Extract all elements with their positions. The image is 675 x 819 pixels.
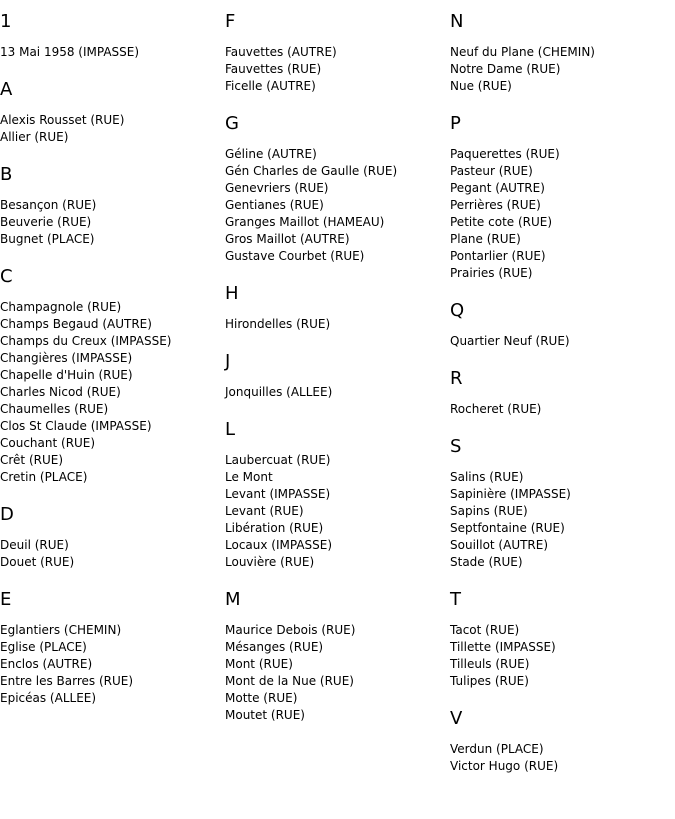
street-entry-liberation-rue[interactable]: Libération (RUE) xyxy=(225,521,324,535)
street-entry-enclos-autre[interactable]: Enclos (AUTRE) xyxy=(0,657,93,671)
letter-heading: L xyxy=(225,419,236,440)
street-entry-verdun-place[interactable]: Verdun (PLACE) xyxy=(450,742,544,756)
street-entry-geline-autre[interactable]: Géline (AUTRE) xyxy=(225,147,317,161)
street-entry-eglise-place[interactable]: Eglise (PLACE) xyxy=(0,640,87,654)
street-entry-souillot-autre[interactable]: Souillot (AUTRE) xyxy=(450,538,549,552)
street-entry-nue-rue[interactable]: Nue (RUE) xyxy=(450,79,512,93)
letter-heading: H xyxy=(225,283,239,304)
index-column xyxy=(225,10,450,741)
letter-group-t xyxy=(450,588,675,690)
street-entry-le-mont[interactable]: Le Mont xyxy=(225,470,273,484)
street-entry-sapins-rue[interactable]: Sapins (RUE) xyxy=(450,504,528,518)
street-entry-clos-st-claude-impasse[interactable]: Clos St Claude (IMPASSE) xyxy=(0,419,152,433)
street-entry-locaux-impasse[interactable]: Locaux (IMPASSE) xyxy=(225,538,333,552)
letter-group-h xyxy=(225,282,450,333)
street-entry-rocheret-rue[interactable]: Rocheret (RUE) xyxy=(450,402,542,416)
letter-group-r xyxy=(450,367,675,418)
street-entry-mesanges-rue[interactable]: Mésanges (RUE) xyxy=(225,640,324,654)
street-entry-genevriers-rue[interactable]: Genevriers (RUE) xyxy=(225,181,329,195)
street-entry-prairies-rue[interactable]: Prairies (RUE) xyxy=(450,266,533,280)
letter-heading: G xyxy=(225,113,239,134)
street-entry-cret-rue[interactable]: Crêt (RUE) xyxy=(0,453,64,467)
street-entry-pegant-autre[interactable]: Pegant (AUTRE) xyxy=(450,181,545,195)
letter-group-j xyxy=(225,350,450,401)
street-entry-epiceas-allee[interactable]: Epicéas (ALLEE) xyxy=(0,691,97,705)
street-entry-alexis-rousset-rue[interactable]: Alexis Rousset (RUE) xyxy=(0,113,125,127)
street-entry-pontarlier-rue[interactable]: Pontarlier (RUE) xyxy=(450,249,546,263)
letter-heading: A xyxy=(0,79,13,100)
street-entry-petite-cote-rue[interactable]: Petite cote (RUE) xyxy=(450,215,553,229)
street-entry-tilleuls-rue[interactable]: Tilleuls (RUE) xyxy=(450,657,530,671)
street-entry-gustave-courbet-rue[interactable]: Gustave Courbet (RUE) xyxy=(225,249,365,263)
letter-heading: F xyxy=(225,11,236,32)
street-entry-laubercuat-rue[interactable]: Laubercuat (RUE) xyxy=(225,453,331,467)
street-entry-champs-begaud-autre[interactable]: Champs Begaud (AUTRE) xyxy=(0,317,152,331)
letter-heading: M xyxy=(225,589,241,610)
street-entry-maurice-debois-rue[interactable]: Maurice Debois (RUE) xyxy=(225,623,356,637)
street-entry-mont-de-la-nue-rue[interactable]: Mont de la Nue (RUE) xyxy=(225,674,354,688)
street-entry-hirondelles-rue[interactable]: Hirondelles (RUE) xyxy=(225,317,331,331)
letter-group-l xyxy=(225,418,450,571)
street-entry-cretin-place[interactable]: Cretin (PLACE) xyxy=(0,470,88,484)
letter-heading: J xyxy=(225,351,231,372)
street-entry-deuil-rue[interactable]: Deuil (RUE) xyxy=(0,538,69,552)
street-entry-besancon-rue[interactable]: Besançon (RUE) xyxy=(0,198,97,212)
street-entry-tacot-rue[interactable]: Tacot (RUE) xyxy=(450,623,520,637)
street-entry-fauvettes-autre[interactable]: Fauvettes (AUTRE) xyxy=(225,45,337,59)
letter-group-c xyxy=(0,265,225,486)
street-entry-gen-charles-de-gaulle-rue[interactable]: Gén Charles de Gaulle (RUE) xyxy=(225,164,398,178)
street-entry-allier-rue[interactable]: Allier (RUE) xyxy=(0,130,69,144)
street-entry-tillette-impasse[interactable]: Tillette (IMPASSE) xyxy=(450,640,556,654)
street-entry-stade-rue[interactable]: Stade (RUE) xyxy=(450,555,523,569)
street-entry-victor-hugo-rue[interactable]: Victor Hugo (RUE) xyxy=(450,759,559,773)
street-entry-couchant-rue[interactable]: Couchant (RUE) xyxy=(0,436,96,450)
letter-group-d xyxy=(0,503,225,571)
street-entry-champagnole-rue[interactable]: Champagnole (RUE) xyxy=(0,300,122,314)
street-entry-mont-rue[interactable]: Mont (RUE) xyxy=(225,657,293,671)
street-entry-granges-maillot-hameau[interactable]: Granges Maillot (HAMEAU) xyxy=(225,215,385,229)
street-entry-levant-rue[interactable]: Levant (RUE) xyxy=(225,504,304,518)
street-entry-plane-rue[interactable]: Plane (RUE) xyxy=(450,232,521,246)
letter-group-a xyxy=(0,78,225,146)
street-entry-chapelle-d-huin-rue[interactable]: Chapelle d'Huin (RUE) xyxy=(0,368,133,382)
letter-heading: D xyxy=(0,504,14,525)
street-entry-sapiniere-impasse[interactable]: Sapinière (IMPASSE) xyxy=(450,487,571,501)
index-column xyxy=(0,10,225,724)
street-entry-charles-nicod-rue[interactable]: Charles Nicod (RUE) xyxy=(0,385,121,399)
street-entry-jonquilles-allee[interactable]: Jonquilles (ALLEE) xyxy=(225,385,333,399)
street-entry-septfontaine-rue[interactable]: Septfontaine (RUE) xyxy=(450,521,565,535)
letter-group-n xyxy=(450,10,675,95)
street-entry-entre-les-barres-rue[interactable]: Entre les Barres (RUE) xyxy=(0,674,134,688)
letter-group-1 xyxy=(0,10,225,61)
street-entry-ficelle-autre[interactable]: Ficelle (AUTRE) xyxy=(225,79,316,93)
letter-heading: S xyxy=(450,436,462,457)
street-entry-bugnet-place[interactable]: Bugnet (PLACE) xyxy=(0,232,95,246)
street-entry-quartier-neuf-rue[interactable]: Quartier Neuf (RUE) xyxy=(450,334,570,348)
letter-group-v xyxy=(450,707,675,775)
street-entry-salins-rue[interactable]: Salins (RUE) xyxy=(450,470,524,484)
street-entry-champs-du-creux-impasse[interactable]: Champs du Creux (IMPASSE) xyxy=(0,334,172,348)
letter-group-f xyxy=(225,10,450,95)
letter-heading: V xyxy=(450,708,463,729)
street-entry-chaumelles-rue[interactable]: Chaumelles (RUE) xyxy=(0,402,109,416)
street-entry-neuf-du-plane-chemin[interactable]: Neuf du Plane (CHEMIN) xyxy=(450,45,595,59)
letter-group-g xyxy=(225,112,450,265)
letter-heading: Q xyxy=(450,300,465,321)
letter-group-b xyxy=(0,163,225,248)
letter-heading: 1 xyxy=(0,11,12,32)
street-entry-notre-dame-rue[interactable]: Notre Dame (RUE) xyxy=(450,62,561,76)
street-entry-perrieres-rue[interactable]: Perrières (RUE) xyxy=(450,198,541,212)
street-entry-louviere-rue[interactable]: Louvière (RUE) xyxy=(225,555,315,569)
street-entry-gros-maillot-autre[interactable]: Gros Maillot (AUTRE) xyxy=(225,232,350,246)
letter-heading: B xyxy=(0,164,13,185)
street-entry-13-mai-1958-impasse[interactable]: 13 Mai 1958 (IMPASSE) xyxy=(0,45,140,59)
letter-heading: E xyxy=(0,589,12,610)
letter-group-p xyxy=(450,112,675,282)
letter-heading: R xyxy=(450,368,463,389)
street-entry-changieres-impasse[interactable]: Changières (IMPASSE) xyxy=(0,351,133,365)
letter-heading: T xyxy=(450,589,461,610)
street-entry-douet-rue[interactable]: Douet (RUE) xyxy=(0,555,75,569)
street-entry-eglantiers-chemin[interactable]: Eglantiers (CHEMIN) xyxy=(0,623,122,637)
street-entry-gentianes-rue[interactable]: Gentianes (RUE) xyxy=(225,198,324,212)
street-entry-pasteur-rue[interactable]: Pasteur (RUE) xyxy=(450,164,533,178)
letter-group-s xyxy=(450,435,675,571)
street-entry-tulipes-rue[interactable]: Tulipes (RUE) xyxy=(450,674,529,688)
index-column xyxy=(450,10,675,792)
letter-heading: N xyxy=(450,11,464,32)
letter-group-e xyxy=(0,588,225,707)
letter-heading: P xyxy=(450,113,461,134)
street-entry-moutet-rue[interactable]: Moutet (RUE) xyxy=(225,708,305,722)
street-entry-levant-impasse[interactable]: Levant (IMPASSE) xyxy=(225,487,331,501)
street-entry-beuverie-rue[interactable]: Beuverie (RUE) xyxy=(0,215,92,229)
letter-group-m xyxy=(225,588,450,724)
street-entry-fauvettes-rue[interactable]: Fauvettes (RUE) xyxy=(225,62,322,76)
street-entry-motte-rue[interactable]: Motte (RUE) xyxy=(225,691,298,705)
letter-group-q xyxy=(450,299,675,350)
letter-heading: C xyxy=(0,266,13,287)
street-entry-paquerettes-rue[interactable]: Paquerettes (RUE) xyxy=(450,147,560,161)
